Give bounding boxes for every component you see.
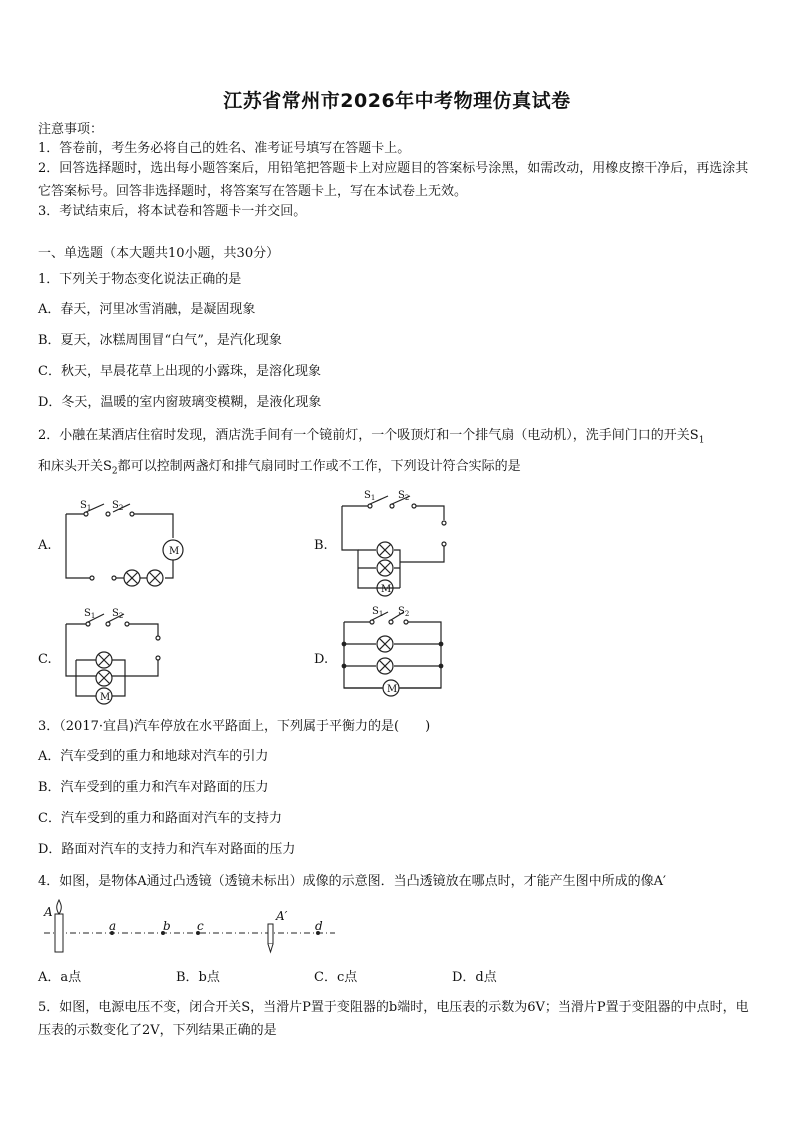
q4-stem: 4．如图，是物体A通过凸透镜（透镜未标出）成像的示意图．当凸透镜放在哪点时，才能产生图中所成的像A′: [38, 874, 666, 889]
q1-stem: 1．下列关于物态变化说法正确的是: [38, 272, 242, 287]
circuit-d-s1-label: $S_1$: [372, 606, 384, 618]
q4-option-d: D．d点: [452, 970, 497, 985]
circuit-a-motor-label: M: [169, 546, 180, 557]
circuit-label-c: C.: [38, 652, 52, 667]
circuit-label-a: A.: [38, 538, 52, 553]
circuit-c: [66, 614, 160, 704]
page-title: 江苏省常州市2026年中考物理仿真试卷: [223, 90, 571, 112]
q5-stem: 5．如图，电源电压不变，闭合开关S，当滑片P置于变阻器的b端时，电压表的示数为6V；当滑片P置于变阻器的中点时，电压表的示数变化了2V，下列结果正确的是: [38, 1000, 749, 1038]
q1-option-a: A．春天，河里冰雪消融，是凝固现象: [38, 302, 256, 317]
q2-stem-line2: [38, 459, 521, 480]
q3-option-b: B．汽车受到的重力和汽车对路面的压力: [38, 780, 269, 795]
q2-sub1: 1: [698, 435, 705, 446]
circuit-c-s1-label: $S_1$: [84, 608, 96, 620]
q3-stem: 3．（2017·宜昌)汽车停放在水平路面上，下列属于平衡力的是( ): [38, 719, 431, 734]
q2-stem-part3: 都可以控制两盏灯和排气扇同时工作或不工作，下列设计符合实际的是: [117, 459, 521, 474]
q2-stem-part1: 2．小融在某酒店住宿时发现，酒店洗手间有一个镜前灯，一个吸顶灯和一个排气扇（电动机），洗手间门口的开关S: [38, 428, 699, 443]
notice-item-3: 3．考试结束后，将本试卷和答题卡一并交回。: [38, 204, 307, 219]
circuit-label-d: D.: [314, 652, 329, 667]
q3-option-d: D．路面对汽车的支持力和汽车对路面的压力: [38, 842, 296, 857]
notice-item-2: 2．回答选择题时，选出每小题答案后，用铅笔把答题卡上对应题目的答案标号涂黑，如需改动，用橡皮擦干净后，再选涂其它答案标号。回答非选择题时，将答案写在答题卡上，写在本试卷上无效。: [38, 161, 749, 199]
q2-sub2: 2: [111, 466, 118, 477]
image-a-prime-label: A′: [276, 909, 288, 923]
circuit-label-b: B.: [314, 538, 328, 553]
circuit-b-s1-label: $S_1$: [364, 490, 376, 502]
section-heading: 一、单选题（本大题共10小题，共30分）: [38, 246, 280, 261]
q1-option-d: D．冬天，温暖的室内窗玻璃变模糊，是液化现象: [38, 395, 322, 410]
circuit-a: [66, 504, 183, 586]
q4-option-b: B．b点: [176, 970, 220, 985]
point-a-label: a: [109, 919, 117, 933]
q2-circuits-figure: [0, 480, 794, 720]
point-d-label: d: [315, 919, 323, 933]
circuit-b-motor-label: M: [381, 584, 392, 595]
q1-option-c: C．秋天，早晨花草上出现的小露珠，是溶化现象: [38, 364, 321, 379]
circuit-b-s2-label: $S_2$: [398, 490, 410, 502]
circuit-b: [342, 496, 446, 596]
notice-item-1: 1．答卷前，考生务必将自己的姓名、准考证号填写在答题卡上。: [38, 141, 411, 156]
q2-stem-part2: 和床头开关S: [38, 459, 112, 474]
q4-lens-figure: [0, 896, 794, 962]
notice-heading: 注意事项：: [38, 122, 104, 137]
q4-option-c: C．c点: [314, 970, 358, 985]
q1-option-b: B．夏天，冰糕周围冒“白气”，是汽化现象: [38, 333, 282, 348]
circuit-d-motor-label: M: [387, 684, 398, 695]
circuit-c-s2-label: $S_2$: [112, 608, 124, 620]
circuit-d-s2-label: $S_2$: [398, 606, 410, 618]
point-c-label: c: [197, 919, 204, 933]
q3-option-a: A．汽车受到的重力和地球对汽车的引力: [38, 749, 269, 764]
q3-option-c: C．汽车受到的重力和路面对汽车的支持力: [38, 811, 282, 826]
circuit-a-s2-label: $S_2$: [112, 500, 124, 512]
circuit-c-motor-label: M: [100, 692, 111, 703]
object-a-label: A: [44, 905, 53, 919]
point-b-label: b: [163, 919, 171, 933]
circuit-a-s1-label: $S_1$: [80, 500, 92, 512]
q4-option-a: A．a点: [38, 970, 82, 985]
q2-stem-line1: [38, 428, 704, 449]
